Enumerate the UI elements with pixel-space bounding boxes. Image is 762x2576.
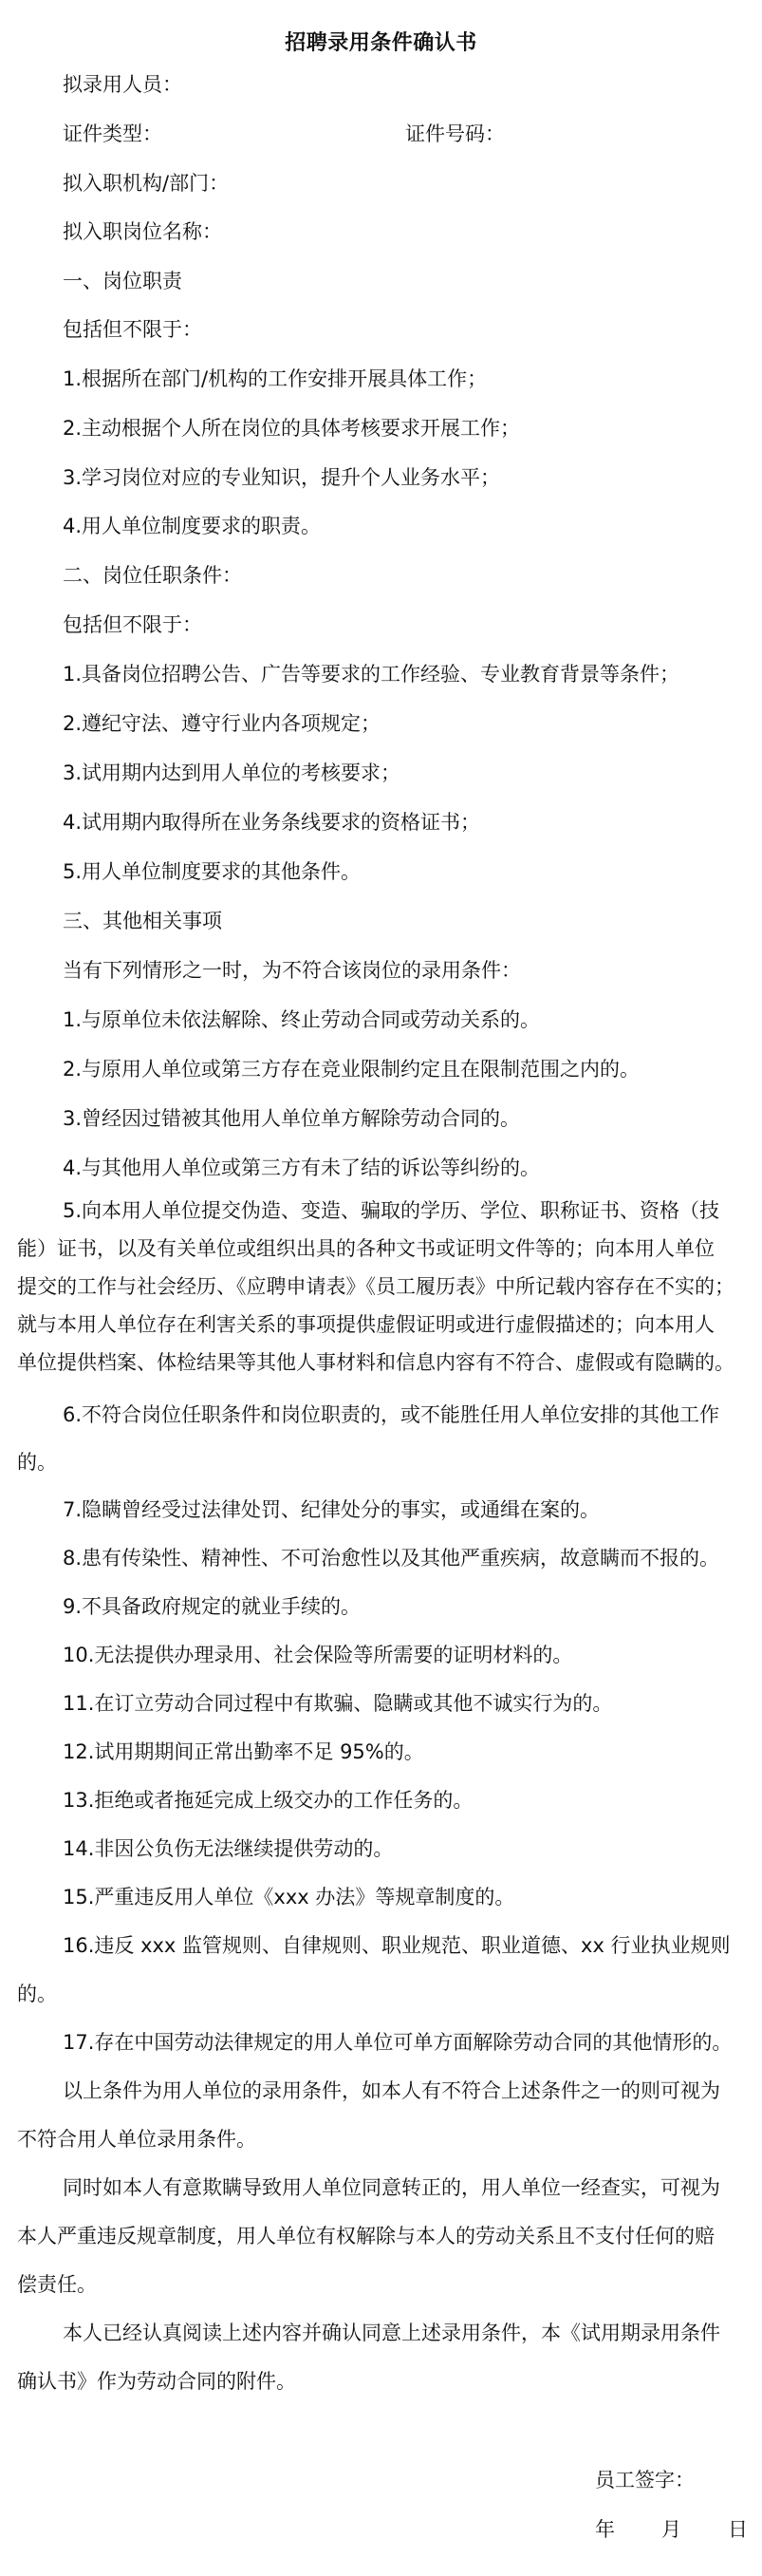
field-position: 拟入职岗位名称：: [63, 220, 222, 243]
section3-item16-line: 的。: [17, 1983, 57, 2005]
section1-item: 1.根据所在部门/机构的工作安排开展具体工作；: [63, 367, 488, 390]
section1-heading: 一、岗位职责: [63, 270, 182, 292]
section3-item5-line: 提交的工作与社会经历、《应聘申请表》《员工履历表》中所记载内容存在不实的；: [17, 1275, 734, 1298]
field-department: 拟入职机构/部门：: [63, 172, 230, 195]
section3-item5-line: 能）证书，以及有关单位或组织出具的各种文书或证明文件等的；向本用人单位: [17, 1237, 715, 1260]
section2-item: 3.试用期内达到用人单位的考核要求；: [63, 762, 401, 784]
section2-item: 1.具备岗位招聘公告、广告等要求的工作经验、专业教育背景等条件；: [63, 663, 680, 686]
closing-para2-line: 同时如本人有意欺瞒导致用人单位同意转正的，用人单位一经查实，可视为: [63, 2176, 720, 2199]
section3-item: 1.与原单位未依法解除、终止劳动合同或劳动关系的。: [63, 1008, 541, 1031]
section3-item: 3.曾经因过错被其他用人单位单方解除劳动合同的。: [63, 1107, 521, 1130]
section3-item: 10.无法提供办理录用、社会保险等所需要的证明材料的。: [63, 1644, 573, 1666]
section2-intro: 包括但不限于：: [63, 613, 202, 636]
closing-para3-line: 本人已经认真阅读上述内容并确认同意上述录用条件，本《试用期录用条件: [63, 2322, 720, 2344]
section3-item: 14.非因公负伤无法继续提供劳动的。: [63, 1837, 394, 1860]
section3-item: 12.试用期期间正常出勤率不足 95%的。: [63, 1740, 424, 1763]
date-year: 年: [595, 2518, 615, 2541]
section3-item5-line: 5.向本用人单位提交伪造、变造、骗取的学历、学位、职称证书、资格（技: [63, 1199, 720, 1222]
closing-para1-line: 以上条件为用人单位的录用条件，如本人有不符合上述条件之一的则可视为: [63, 2079, 720, 2102]
section3-item: 7.隐瞒曾经受过法律处罚、纪律处分的事实，或通缉在案的。: [63, 1498, 601, 1521]
section3-item: 4.与其他用人单位或第三方有未了结的诉讼等纠纷的。: [63, 1156, 541, 1179]
field-id-row: [63, 122, 505, 146]
section2-item: 5.用人单位制度要求的其他条件。: [63, 860, 362, 883]
section3-item6-line: 6.不符合岗位任职条件和岗位职责的，或不能胜任用人单位安排的其他工作: [63, 1403, 720, 1426]
section3-item5-line: 单位提供档案、体检结果等其他人事材料和信息内容有不符合、虚假或有隐瞒的。: [17, 1351, 734, 1374]
section1-item: 3.学习岗位对应的专业知识，提升个人业务水平；: [63, 466, 501, 489]
section1-item: 4.用人单位制度要求的职责。: [63, 515, 322, 537]
section3-item: 15.严重违反用人单位《xxx 办法》等规章制度的。: [63, 1886, 515, 1908]
closing-para2-line: 本人严重违反规章制度，用人单位有权解除与本人的劳动关系且不支付任何的赔: [17, 2225, 715, 2247]
signature-date: [595, 2517, 748, 2542]
closing-para2-line: 偿责任。: [17, 2273, 97, 2296]
section3-item5-line: 就与本用人单位存在利害关系的事项提供虚假证明或进行虚假描述的；向本用人: [17, 1313, 715, 1336]
date-month: 月: [661, 2518, 681, 2541]
section3-item: 2.与原用人单位或第三方存在竞业限制约定且在限制范围之内的。: [63, 1058, 641, 1081]
section1-item: 2.主动根据个人所在岗位的具体考核要求开展工作；: [63, 417, 521, 440]
section3-item: 9.不具备政府规定的就业手续的。: [63, 1595, 362, 1618]
section3-item6-line: 的。: [17, 1451, 57, 1474]
section2-heading: 二、岗位任职条件：: [63, 564, 242, 587]
section3-item16-line: 16.违反 xxx 监管规则、自律规则、职业规范、职业道德、xx 行业执业规则: [63, 1934, 731, 1957]
section3-heading: 三、其他相关事项: [63, 910, 222, 932]
section3-item: 17.存在中国劳动法律规定的用人单位可单方面解除劳动合同的其他情形的。: [63, 2031, 733, 2054]
signature-label: 员工签字：: [595, 2469, 695, 2491]
section1-intro: 包括但不限于：: [63, 318, 202, 341]
section3-item: 13.拒绝或者拖延完成上级交办的工作任务的。: [63, 1789, 474, 1812]
section2-item: 2.遵纪守法、遵守行业内各项规定；: [63, 712, 381, 735]
section3-intro: 当有下列情形之一时，为不符合该岗位的录用条件：: [63, 959, 521, 982]
date-day: 日: [728, 2518, 748, 2541]
field-id-type: 证件类型：: [63, 122, 162, 145]
field-candidate: 拟录用人员：: [63, 73, 182, 96]
field-id-number: 证件号码：: [405, 122, 505, 145]
section2-item: 4.试用期内取得所在业务条线要求的资格证书；: [63, 811, 481, 834]
section3-item: 11.在订立劳动合同过程中有欺骗、隐瞒或其他不诚实行为的。: [63, 1692, 613, 1715]
document-title: 招聘录用条件确认书: [285, 31, 477, 55]
closing-para1-line: 不符合用人单位录用条件。: [17, 2128, 256, 2151]
closing-para3-line: 确认书》作为劳动合同的附件。: [17, 2370, 296, 2393]
section3-item: 8.患有传染性、精神性、不可治愈性以及其他严重疾病，故意瞒而不报的。: [63, 1547, 720, 1570]
